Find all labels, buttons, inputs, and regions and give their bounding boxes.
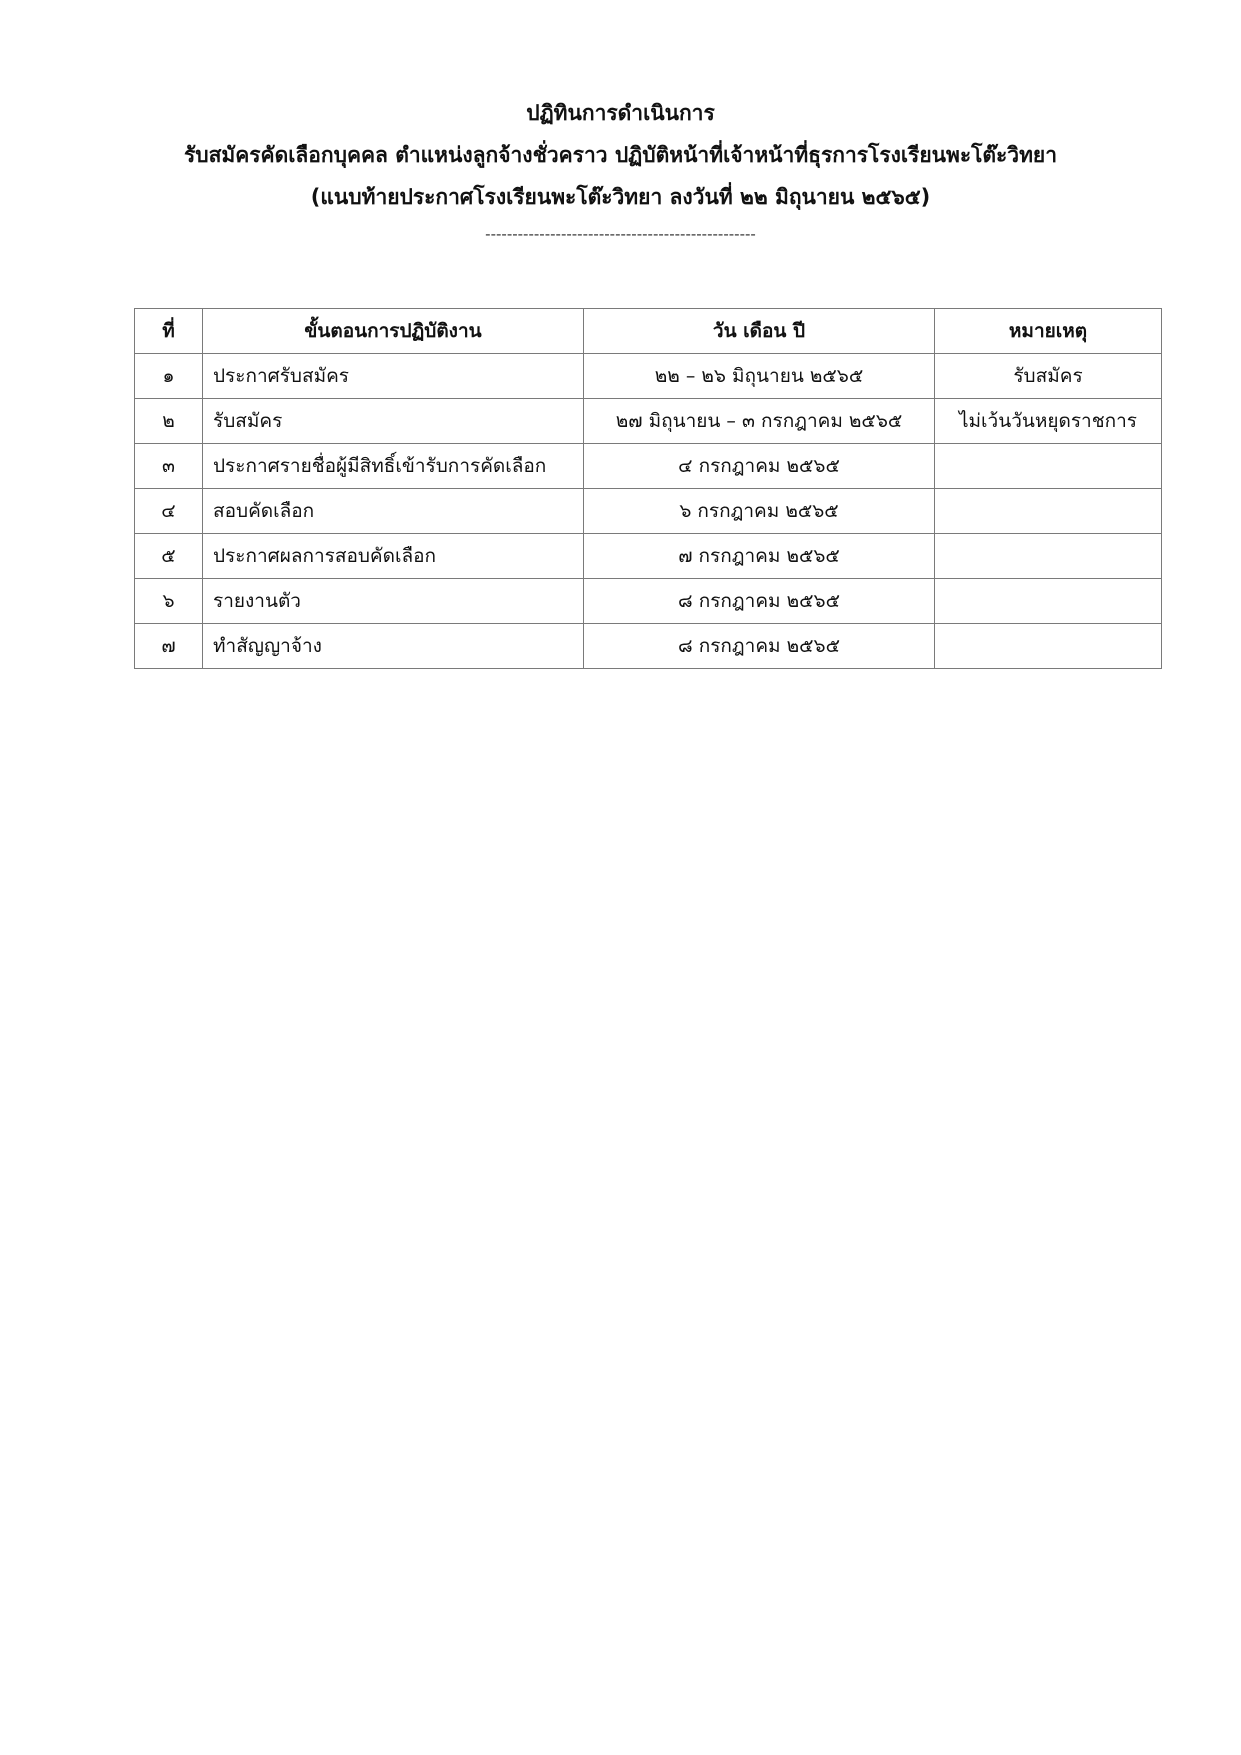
table-row [135, 489, 1162, 534]
row-date: ๖ กรกฎาคม ๒๕๖๕ [584, 489, 935, 534]
row-number: ๒ [135, 399, 203, 444]
table-row [135, 624, 1162, 669]
row-note [935, 444, 1162, 489]
row-step: ประกาศผลการสอบคัดเลือก [203, 534, 584, 579]
table-row [135, 444, 1162, 489]
row-date: ๒๒ – ๒๖ มิถุนายน ๒๕๖๕ [584, 354, 935, 399]
header-no: ที่ [135, 309, 203, 354]
header-step: ขั้นตอนการปฏิบัติงาน [203, 309, 584, 354]
row-number: ๗ [135, 624, 203, 669]
row-number: ๔ [135, 489, 203, 534]
table-row [135, 399, 1162, 444]
row-step: สอบคัดเลือก [203, 489, 584, 534]
row-step: รับสมัคร [203, 399, 584, 444]
document-header [0, 92, 1241, 244]
row-number: ๑ [135, 354, 203, 399]
title-line-3: (แนบท้ายประกาศโรงเรียนพะโต๊ะวิทยา ลงวันที่ ๒๒ มิถุนายน ๒๕๖๕) [310, 185, 931, 209]
header-note: หมายเหตุ [935, 309, 1162, 354]
dashed-rule: -------------------------------------------------- [485, 225, 756, 243]
schedule-table [134, 308, 1162, 669]
row-number: ๓ [135, 444, 203, 489]
table-row [135, 579, 1162, 624]
row-step: ประกาศรายชื่อผู้มีสิทธิ์เข้ารับการคัดเลือก [203, 444, 584, 489]
row-step: ประกาศรับสมัคร [203, 354, 584, 399]
table-row [135, 354, 1162, 399]
title-line-2: รับสมัครคัดเลือกบุคคล ตำแหน่งลูกจ้างชั่วคราว ปฏิบัติหน้าที่เจ้าหน้าที่ธุรการโรงเรียนพะโต๊ะวิทยา [183, 143, 1058, 167]
row-date: ๗ กรกฎาคม ๒๕๖๕ [584, 534, 935, 579]
row-step: รายงานตัว [203, 579, 584, 624]
row-note [935, 579, 1162, 624]
header-date: วัน เดือน ปี [584, 309, 935, 354]
row-note: ไม่เว้นวันหยุดราชการ [935, 399, 1162, 444]
row-date: ๘ กรกฎาคม ๒๕๖๕ [584, 624, 935, 669]
row-date: ๒๗ มิถุนายน – ๓ กรกฎาคม ๒๕๖๕ [584, 399, 935, 444]
row-note [935, 489, 1162, 534]
row-note [935, 534, 1162, 579]
row-number: ๖ [135, 579, 203, 624]
row-number: ๕ [135, 534, 203, 579]
table-header-row [135, 309, 1162, 354]
title-line-1: ปฏิทินการดำเนินการ [526, 101, 715, 125]
table-row [135, 534, 1162, 579]
row-note: รับสมัคร [935, 354, 1162, 399]
row-date: ๘ กรกฎาคม ๒๕๖๕ [584, 579, 935, 624]
row-date: ๔ กรกฎาคม ๒๕๖๕ [584, 444, 935, 489]
row-step: ทำสัญญาจ้าง [203, 624, 584, 669]
row-note [935, 624, 1162, 669]
